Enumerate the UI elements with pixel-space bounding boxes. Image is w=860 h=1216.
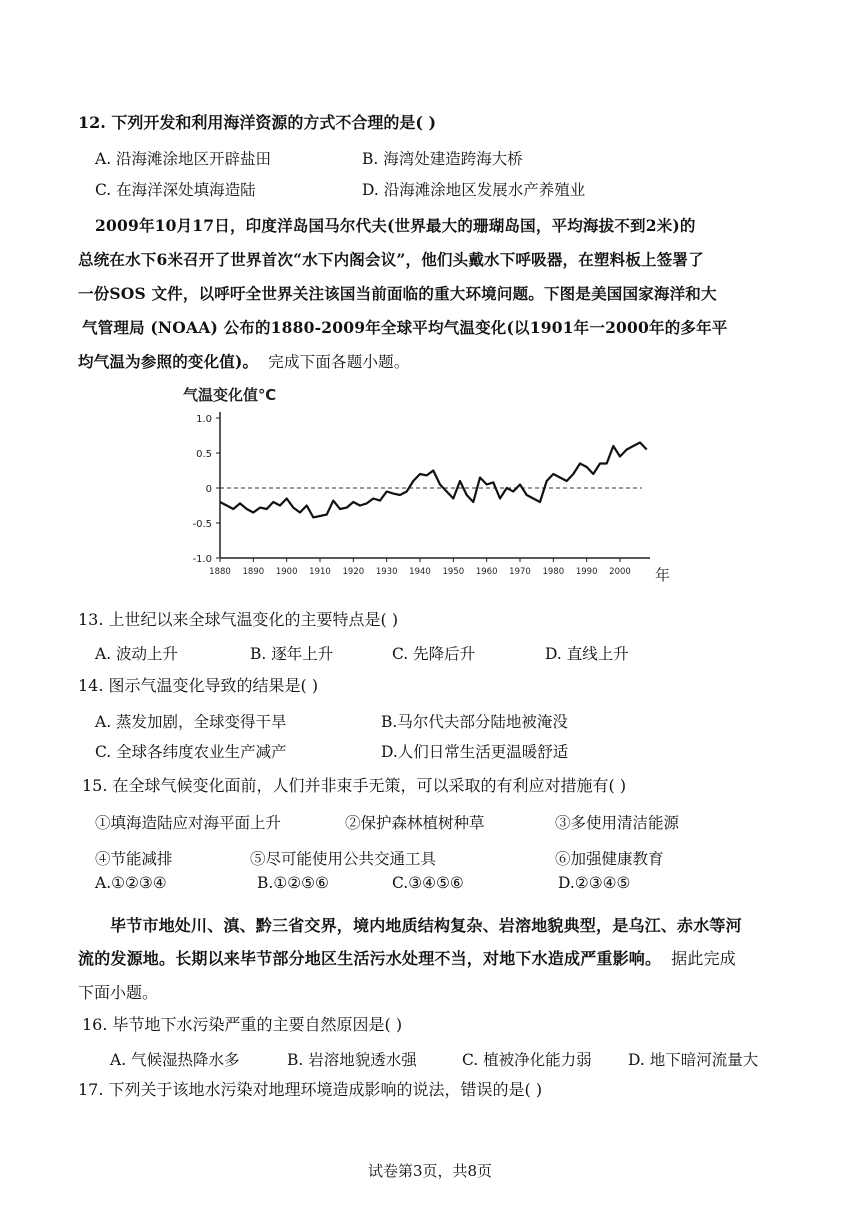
q15-item-5: ⑤尽可能使用公共交通工具 xyxy=(250,850,437,868)
passage1-tail: 完成下面各题小题。 xyxy=(268,353,410,371)
passage1-line-3: 一份SOS 文件，以呼吁全世界关注该国当前面临的重大环境问题。下图是美国国家海洋和大 xyxy=(78,284,717,303)
chart-y-tick-label: 0.5 xyxy=(196,449,212,460)
chart-x-tick-label: 1960 xyxy=(475,567,498,577)
passage2-line-1: 毕节市地处川、滇、黔三省交界，境内地质结构复杂、岩溶地貌典型，是乌江、赤水等河 xyxy=(110,916,742,935)
passage1-line-4: 气管理局 (NOAA) 公布的1880-2009年全球平均气温变化(以1901年一2000年的多年平 xyxy=(82,318,728,337)
passage1-line-5 xyxy=(78,350,410,372)
q15-item-4: ④节能减排 xyxy=(95,850,173,868)
q15-item-1: ①填海造陆应对海平面上升 xyxy=(95,814,282,832)
q13-option-b: B. 逐年上升 xyxy=(250,645,334,663)
passage2-tail: 据此完成 xyxy=(671,949,737,968)
q16-option-c: C. 植被净化能力弱 xyxy=(462,1051,592,1069)
q14-option-b: B.马尔代夫部分陆地被淹没 xyxy=(381,713,568,731)
question-14-stem: 14. 图示气温变化导致的结果是( ) xyxy=(78,676,319,695)
q12-option-a: A. 沿海滩涂地区开辟盐田 xyxy=(95,150,272,168)
q15-option-a: A.①②③④ xyxy=(95,874,167,892)
q15-option-c: C.③④⑤⑥ xyxy=(392,874,464,892)
q16-option-b: B. 岩溶地貌透水强 xyxy=(287,1051,417,1069)
chart-y-tick-label: -0.5 xyxy=(192,519,212,530)
chart-x-tick-label: 1940 xyxy=(409,567,431,577)
chart-x-tick-label: 1900 xyxy=(275,567,298,577)
chart-x-tick-label: 1910 xyxy=(309,567,331,577)
q13-option-c: C. 先降后升 xyxy=(392,645,476,663)
q14-option-d: D.人们日常生活更温暖舒适 xyxy=(381,743,569,761)
chart-x-tick-label: 2000 xyxy=(609,567,631,577)
question-12-stem: 12. 下列开发和利用海洋资源的方式不合理的是( ) xyxy=(78,113,437,132)
passage2-line-2 xyxy=(78,946,736,969)
question-17-stem: 17. 下列关于该地水污染对地理环境造成影响的说法，错误的是( ) xyxy=(78,1080,543,1099)
question-16-stem: 16. 毕节地下水污染严重的主要自然原因是( ) xyxy=(82,1015,403,1034)
q14-option-a: A. 蒸发加剧，全球变得干旱 xyxy=(95,713,287,731)
chart-x-tick-label: 1950 xyxy=(442,567,465,577)
chart-y-tick-label: 1.0 xyxy=(196,414,212,425)
q16-option-d: D. 地下暗河流量大 xyxy=(628,1051,759,1069)
question-15-stem: 15. 在全球气候变化面前，人们并非束手无策，可以采取的有利应对措施有( ) xyxy=(82,776,627,795)
page-footer: 试卷第3页，共8页 xyxy=(367,1162,493,1180)
q12-option-c: C. 在海洋深处填海造陆 xyxy=(95,181,256,199)
q15-option-b: B.①②⑤⑥ xyxy=(257,874,329,892)
question-13-stem: 13. 上世纪以来全球气温变化的主要特点是( ) xyxy=(78,610,399,629)
chart-x-tick-label: 1980 xyxy=(542,567,565,577)
q15-item-2: ②保护森林植树种草 xyxy=(345,814,485,832)
q15-item-6: ⑥加强健康教育 xyxy=(555,850,664,868)
passage2-line-2-text: 流的发源地。长期以来毕节部分地区生活污水处理不当，对地下水造成严重影响。 xyxy=(78,949,662,968)
q13-option-a: A. 波动上升 xyxy=(95,645,179,663)
chart-x-axis-label: 年 xyxy=(655,566,671,584)
chart-x-tick-label: 1970 xyxy=(509,567,531,577)
q16-option-a: A. 气候湿热降水多 xyxy=(110,1051,240,1069)
chart-y-tick-label: -1.0 xyxy=(192,554,212,565)
passage2-line-3: 下面小题。 xyxy=(78,983,159,1002)
q13-option-d: D. 直线上升 xyxy=(545,645,629,663)
q14-option-c: C. 全球各纬度农业生产减产 xyxy=(95,743,287,761)
temperature-chart-svg xyxy=(178,378,678,588)
chart-y-axis-label: 气温变化值℃ xyxy=(183,386,277,404)
passage1-line-1: 2009年10月17日，印度洋岛国马尔代夫(世界最大的珊瑚岛国，平均海拔不到2米)的 xyxy=(95,216,696,235)
temperature-chart xyxy=(178,378,678,588)
chart-x-tick-label: 1890 xyxy=(242,567,265,577)
chart-x-tick-label: 1920 xyxy=(342,567,365,577)
q12-option-d: D. 沿海滩涂地区发展水产养殖业 xyxy=(362,181,586,199)
q15-option-d: D.②③④⑤ xyxy=(558,874,631,892)
q12-option-b: B. 海湾处建造跨海大桥 xyxy=(362,150,523,168)
chart-x-tick-label: 1930 xyxy=(375,567,398,577)
passage1-line-5-text: 均气温为参照的变化值)。 xyxy=(78,352,259,371)
chart-x-tick-label: 1990 xyxy=(575,567,598,577)
chart-series-line xyxy=(220,443,647,518)
q15-item-3: ③多使用清洁能源 xyxy=(555,814,680,832)
chart-y-tick-label: 0 xyxy=(205,484,212,495)
passage1-line-2: 总统在水下6米召开了世界首次“水下内阁会议”，他们头戴水下呼吸器，在塑料板上签署了 xyxy=(78,250,704,269)
chart-x-tick-label: 1880 xyxy=(209,567,231,577)
